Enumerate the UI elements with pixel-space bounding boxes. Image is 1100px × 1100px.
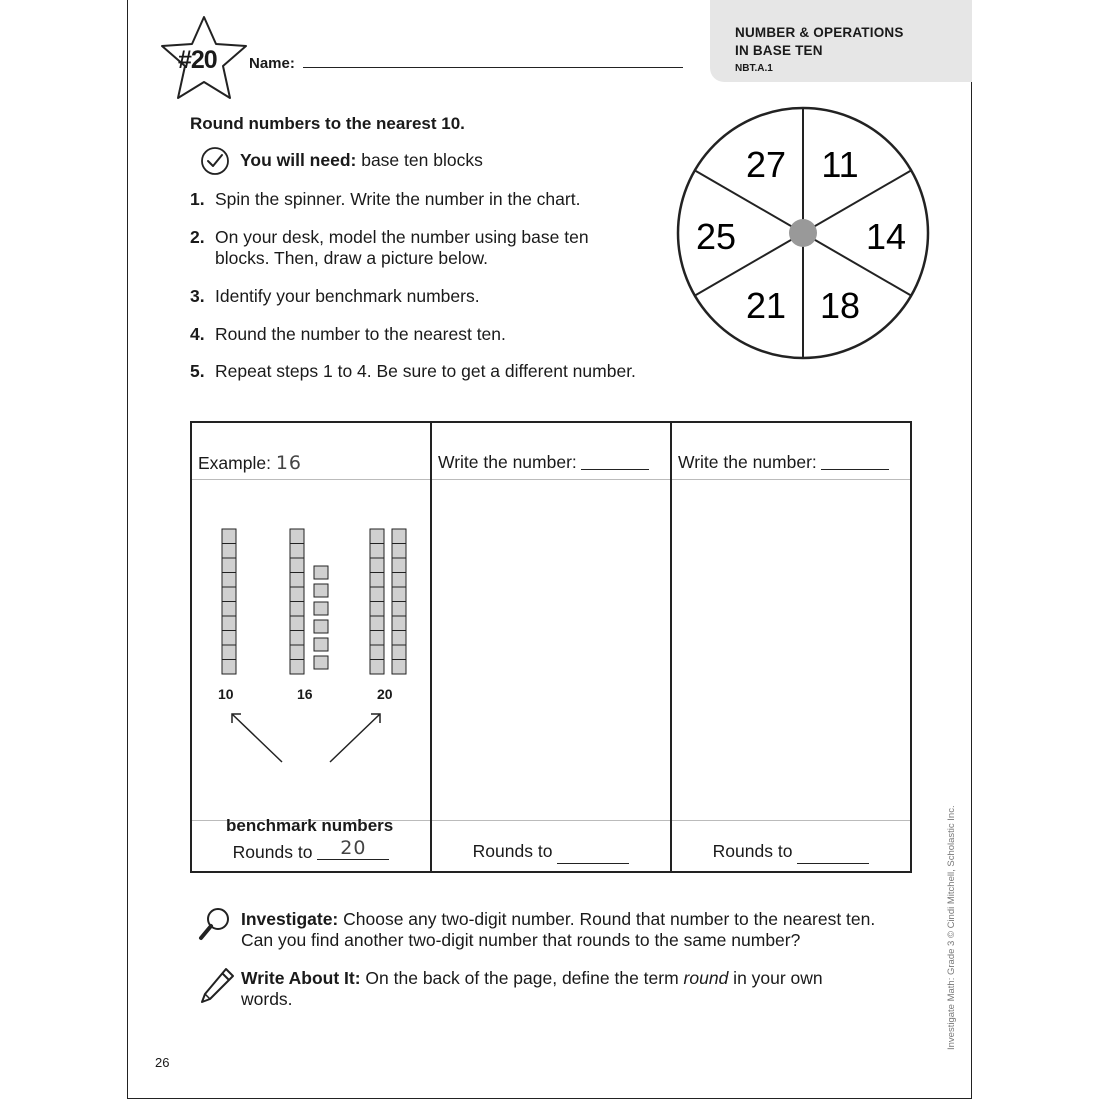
activity-number: #20	[178, 46, 217, 74]
drawing-area-2[interactable]	[431, 480, 671, 821]
spinner-value-18: 18	[819, 285, 861, 326]
spinner-center	[789, 219, 817, 247]
spinner-value-14: 14	[865, 216, 907, 257]
name-label: Name:	[249, 55, 295, 72]
pencil-icon	[198, 966, 236, 1006]
ten-rod	[222, 529, 236, 674]
rounding-chart	[190, 421, 912, 873]
benchmark-high-label: 20	[377, 686, 393, 702]
example-label: Example:	[198, 453, 271, 473]
rounds-to-label: Rounds to	[232, 842, 313, 862]
standard-code: NBT.A.1	[735, 63, 773, 74]
copyright-notice: Investigate Math: Grade 3 © Cindi Mitchell, Scholastic Inc.	[946, 805, 957, 1050]
checkmark-icon	[200, 146, 230, 176]
write-number-label: Write the number:	[438, 452, 577, 472]
rounds-to-label: Rounds to	[712, 841, 793, 861]
page-number: 26	[155, 1055, 170, 1070]
example-number: 16	[275, 452, 303, 474]
rounds-cell-3	[671, 821, 911, 873]
drawing-area-3[interactable]	[671, 480, 911, 821]
unit-cube	[314, 584, 328, 597]
example-header-cell	[191, 422, 431, 480]
category-tag	[710, 0, 972, 82]
unit-cube	[314, 566, 328, 579]
magnifying-glass-icon	[197, 906, 233, 942]
base-ten-blocks	[212, 520, 412, 680]
spinner-value-21: 21	[745, 285, 787, 326]
unit-cube	[314, 602, 328, 615]
investigate-prompt: Investigate: Choose any two-digit number. Round that number to the nearest ten. Can you find another two-digit number that rounds to the same number?	[241, 909, 876, 950]
unit-cube	[314, 656, 328, 669]
category-title: NUMBER & OPERATIONS IN BASE TEN	[735, 25, 904, 58]
write-number-blank[interactable]	[581, 469, 649, 470]
number-header-cell-2	[431, 422, 671, 480]
write-number-blank[interactable]	[821, 469, 889, 470]
activity-title: Round numbers to the nearest 10.	[190, 114, 465, 133]
spinner[interactable]	[676, 106, 930, 360]
ten-rod	[290, 529, 304, 674]
rounds-to-blank[interactable]	[557, 842, 629, 864]
rounds-to-label: Rounds to	[472, 841, 553, 861]
rounds-cell-2	[431, 821, 671, 873]
unit-cube	[314, 638, 328, 651]
spinner-value-27: 27	[745, 144, 787, 185]
ten-rod	[392, 529, 406, 674]
name-field[interactable]	[303, 67, 683, 68]
example-rounded-value: 20	[317, 837, 389, 860]
write-number-label: Write the number:	[678, 452, 817, 472]
unit-cube	[314, 620, 328, 633]
benchmark-arrows	[222, 706, 392, 766]
ten-rod	[370, 529, 384, 674]
write-about-prompt: Write About It: On the back of the page, define the term round in your own words.	[241, 968, 823, 1009]
spinner-value-25: 25	[695, 216, 737, 257]
example-number-label: 16	[297, 686, 313, 702]
example-drawing-cell	[191, 480, 431, 835]
benchmark-low-label: 10	[218, 686, 234, 702]
number-header-cell-3	[671, 422, 911, 480]
materials-needed: You will need: base ten blocks	[240, 150, 483, 170]
benchmark-numbers-caption: benchmark numbers	[226, 816, 394, 835]
spinner-value-11: 11	[821, 144, 859, 185]
rounds-to-blank[interactable]	[797, 842, 869, 864]
example-rounds-cell	[191, 821, 431, 873]
